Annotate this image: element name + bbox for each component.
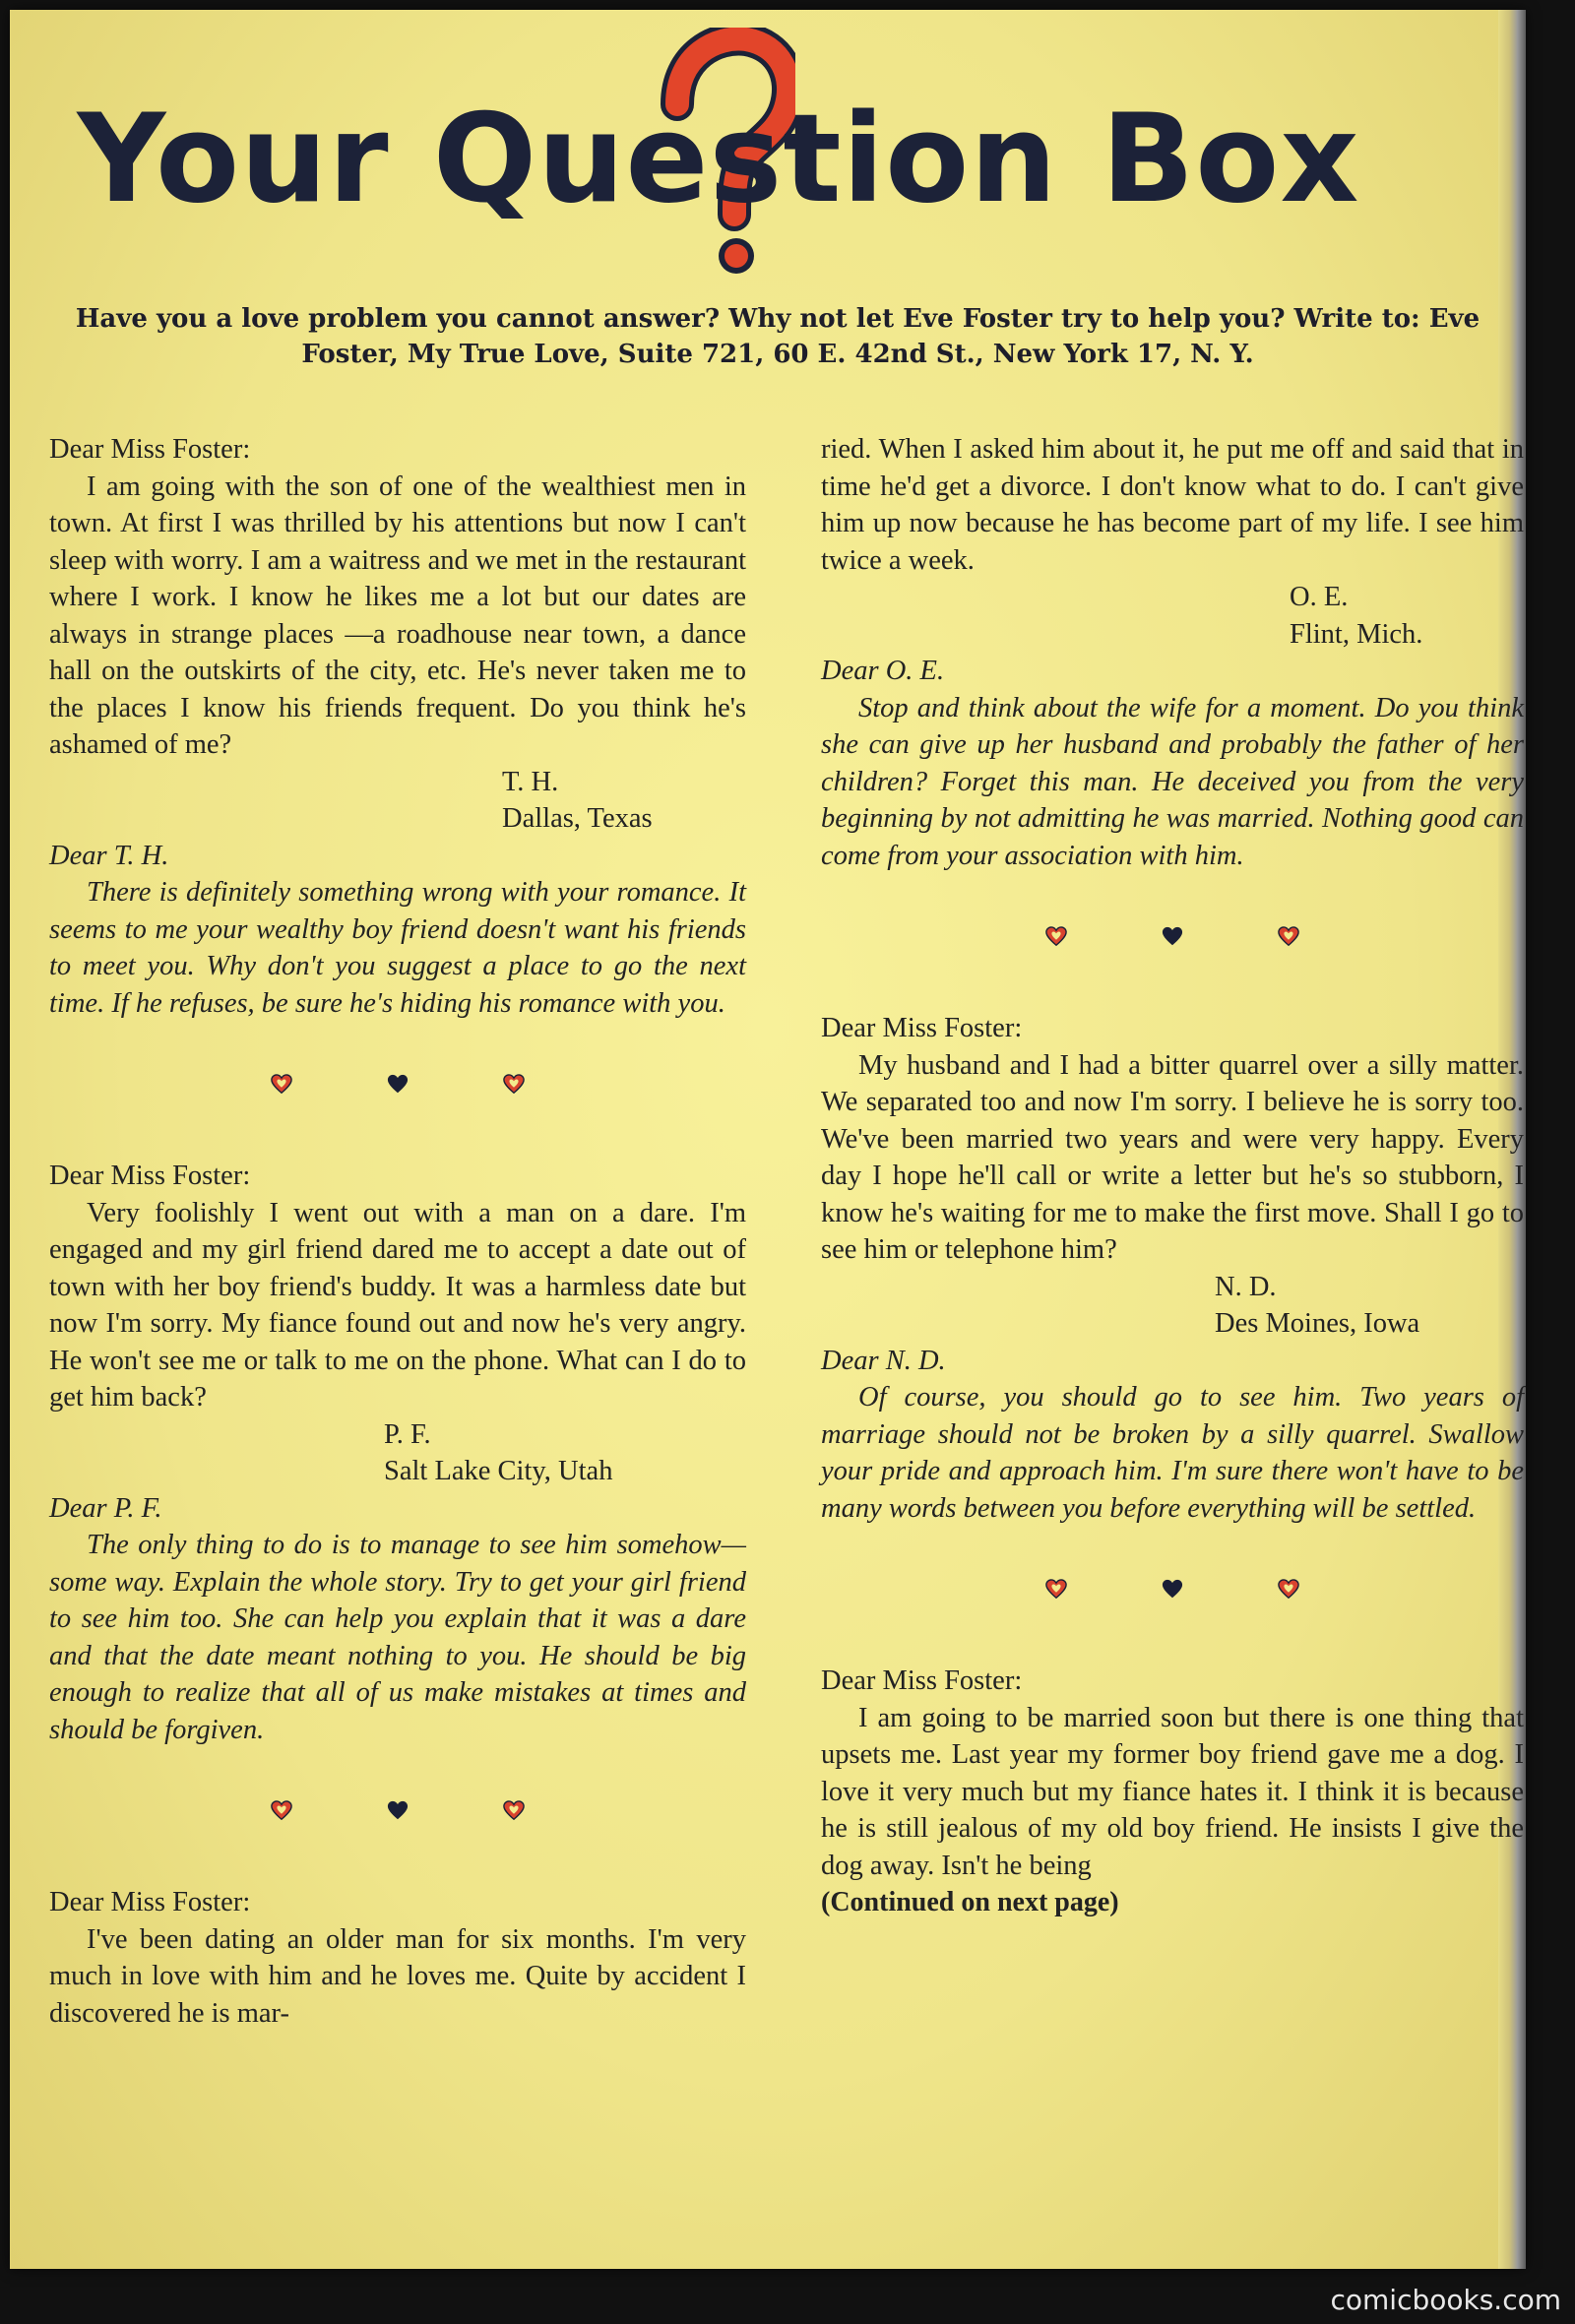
letter-salutation: Dear Miss Foster: <box>49 1887 251 1917</box>
reply-salutation: Dear P. F. <box>49 1492 162 1524</box>
heart-solid-icon <box>387 1074 409 1096</box>
heart-outline-icon <box>1045 1579 1067 1601</box>
left-column <box>49 431 746 2032</box>
heart-solid-icon <box>1162 1579 1183 1601</box>
section-divider <box>821 1570 1524 1609</box>
letter-initials: P. F. <box>384 1418 431 1450</box>
letter-salutation: Dear Miss Foster: <box>821 1013 1023 1043</box>
heart-solid-icon <box>387 1800 409 1822</box>
section-divider <box>49 1791 746 1831</box>
letter-initials: O. E. <box>1290 582 1349 612</box>
reply-salutation: Dear T. H. <box>49 840 169 871</box>
letter-initials: T. H. <box>502 766 559 797</box>
letter-nd <box>821 1010 1524 1527</box>
letter-oe-start <box>49 1884 746 2032</box>
letter-city: Des Moines, Iowa <box>1215 1308 1420 1339</box>
reply-salutation: Dear O. E. <box>821 656 945 686</box>
letter-initials: N. D. <box>1215 1271 1277 1302</box>
letter-body: I am going with the son of one of the wealthiest men in town. At first I was thrilled by his attentions but now I can't sleep with worry. I am a waitress and we met in the restaurant where I work. I know he likes me a lot but our dates are always in strange places —a roadhouse near town, a dance hall on the outskirts of the city, etc. He's never taken me to the places I know his friends frequent. Do you think he's ashamed of me? <box>49 471 746 760</box>
letter-body: I am going to be married soon but there is one thing that upsets me. Last year my former boy friend gave me a dog. I love it very much but my fiance hates it. I think it is because he is still jealous of my old boy friend. He insists I give the dog away. Isn't he being <box>821 1702 1524 1881</box>
letter-body: Very foolishly I went out with a man on a dare. I'm engaged and my girl friend dared me to accept a date out of town with her boy friend's buddy. It was a harmless date but now I'm sorry. My fiance found out and now he's very angry. He won't see me or talk to me on the phone. What can I do to get him back? <box>49 1197 746 1413</box>
letter-dog <box>821 1663 1524 1921</box>
heart-outline-icon <box>503 1074 525 1096</box>
letter-city: Salt Lake City, Utah <box>384 1456 613 1486</box>
intro-text: Have you a love problem you cannot answer? Why not let Eve Foster try to help you? Write to: Eve Foster, My True Love, Suite 721, 60 E. 42nd St., New York 17, N. Y. <box>75 304 1480 369</box>
magazine-page <box>10 10 1526 2269</box>
heart-outline-icon <box>271 1074 292 1096</box>
reply-salutation: Dear N. D. <box>821 1345 946 1376</box>
heart-outline-icon <box>503 1800 525 1822</box>
reply-body: Stop and think about the wife for a moment. Do you think she can give up her husband and probably the father of her children? Forget this man. He deceived you from the very beginning by not admitting he was married. Nothing good can come from your association with him. <box>821 692 1524 871</box>
letter-body: My husband and I had a bitter quarrel over a silly matter. We separated too and now I'm sorry. I believe he is sorry too. We've been married two years and were very happy. Every day I hope he'll call or write a letter but he's so stubborn, I know he's waiting for me to make the first move. Shall I go to see him or telephone him? <box>821 1049 1524 1265</box>
letter-body: I've been dating an older man for six months. I'm very much in love with him and he loves me. Quite by accident I discovered he is mar- <box>49 1923 746 2029</box>
letter-city: Flint, Mich. <box>1290 618 1423 650</box>
letter-salutation: Dear Miss Foster: <box>49 434 251 465</box>
heart-outline-icon <box>271 1800 292 1822</box>
right-column <box>821 431 1524 1921</box>
reply-body: There is definitely something wrong with your romance. It seems to me your wealthy boy friend doesn't want his friends to meet you. Why don't you suggest a place to go the next time. If he refuses, be sure he's hiding his romance with you. <box>49 877 746 1019</box>
letter-pf <box>49 1158 746 1748</box>
reply-body: Of course, you should go to see him. Two years of marriage should not be broken by a silly quarrel. Swallow your pride and approach him. I'm sure there won't have to be many words between you before everything will be settled. <box>821 1382 1524 1524</box>
letter-body: ried. When I asked him about it, he put me off and said that in time he'd get a divorce. I don't know what to do. I can't give him up now because he has become part of my life. I see him twice a week. <box>821 434 1524 576</box>
watermark: comicbooks.com <box>1330 2284 1561 2316</box>
heart-outline-icon <box>1278 1579 1299 1601</box>
letter-salutation: Dear Miss Foster: <box>49 1161 251 1191</box>
heart-outline-icon <box>1045 926 1067 948</box>
section-divider <box>821 917 1524 957</box>
heart-outline-icon <box>1278 926 1299 948</box>
heart-solid-icon <box>1162 926 1183 948</box>
letter-th <box>49 431 746 1022</box>
letter-oe-end <box>821 431 1524 874</box>
reply-body: The only thing to do is to manage to see him somehow—some way. Explain the whole story. Try to get your girl friend to see him too. She can help you explain that it was a dare and that the date meant nothing to you. He should be big enough to realize that all of us make mistakes at times and should be forgiven. <box>49 1530 746 1745</box>
section-divider <box>49 1065 746 1104</box>
continued-note: (Continued on next page) <box>821 1887 1119 1917</box>
page-title: Your Question Box <box>77 89 1360 230</box>
letter-city: Dallas, Texas <box>502 803 653 834</box>
letter-salutation: Dear Miss Foster: <box>821 1665 1023 1696</box>
